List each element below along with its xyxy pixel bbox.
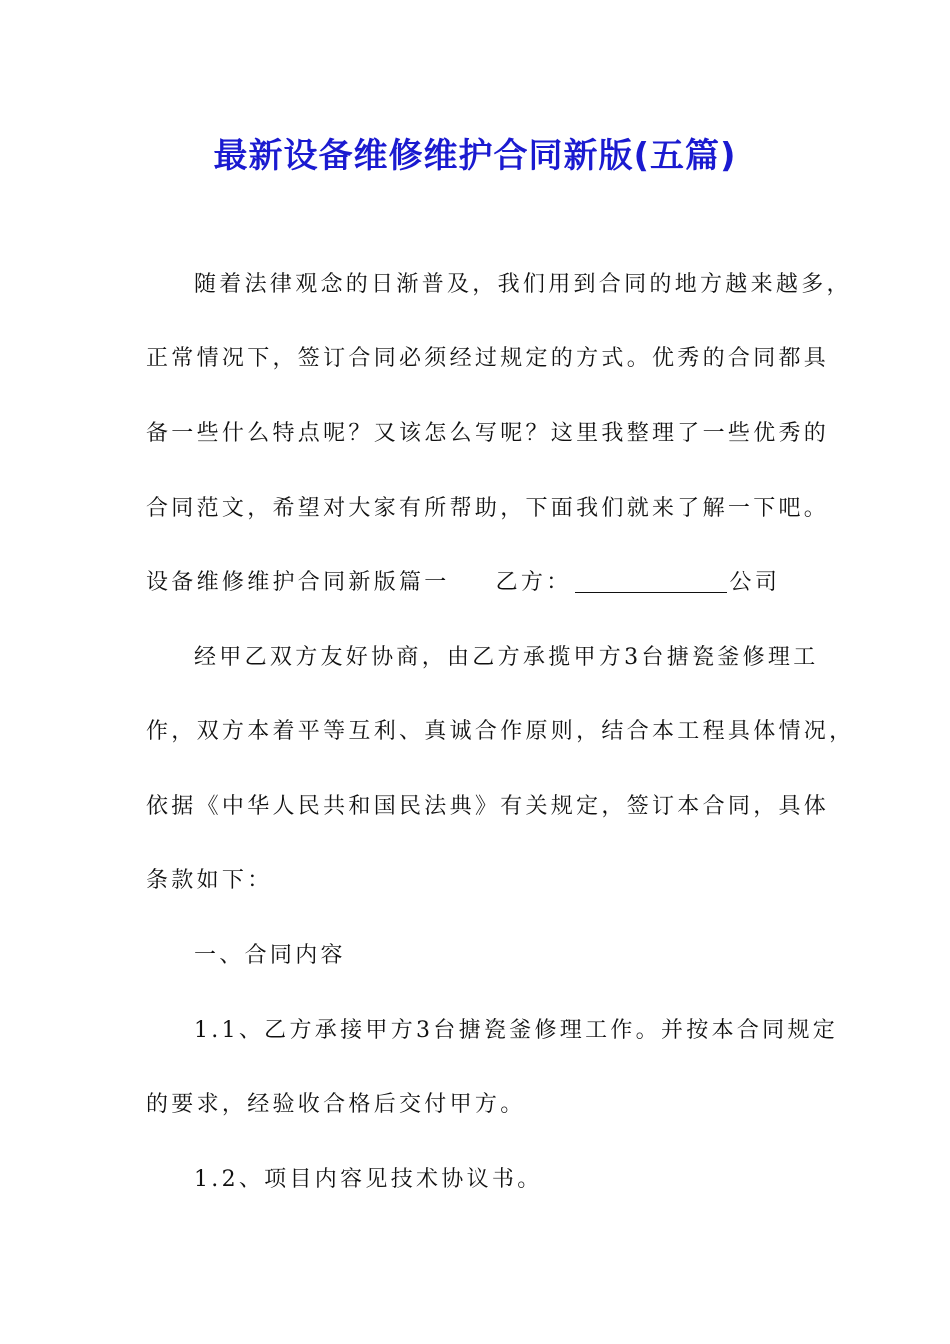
body-line-3: 依据《中华人民共和国民法典》有关规定，签订本合同，具体 xyxy=(146,794,830,819)
section-heading: 设备维修维护合同新版篇一 xyxy=(146,570,450,595)
body-line-4: 条款如下： xyxy=(146,868,273,893)
clause-title: 一、合同内容 xyxy=(194,943,346,968)
intro-line-2: 正常情况下，签订合同必须经过规定的方式。优秀的合同都具 xyxy=(146,346,830,371)
clause-1-1-line-2: 的要求，经验收合格后交付甲方。 xyxy=(146,1092,526,1117)
party-b-blank xyxy=(575,570,727,593)
clause-1-2: 1.2、项目内容见技术协议书。 xyxy=(194,1167,543,1192)
party-b-label: 乙方： xyxy=(495,570,572,595)
intro-line-3: 备一些什么特点呢？又该怎么写呢？这里我整理了一些优秀的 xyxy=(146,421,830,446)
section-heading-line xyxy=(146,568,780,598)
body-line-2: 作，双方本着平等互利、真诚合作原则，结合本工程具体情况， xyxy=(146,719,855,744)
intro-line-1: 随着法律观念的日渐普及，我们用到合同的地方越来越多， xyxy=(194,272,852,297)
clause-1-1-line-1: 1.1、乙方承接甲方3台搪瓷釜修理工作。并按本合同规定 xyxy=(194,1018,839,1043)
body-line-1: 经甲乙双方友好协商，由乙方承揽甲方3台搪瓷釜修理工 xyxy=(194,645,819,670)
intro-line-4: 合同范文，希望对大家有所帮助，下面我们就来了解一下吧。 xyxy=(146,496,830,521)
party-b-suffix: 公司 xyxy=(729,570,781,595)
document-title: 最新设备维修维护合同新版(五篇) xyxy=(213,136,737,176)
